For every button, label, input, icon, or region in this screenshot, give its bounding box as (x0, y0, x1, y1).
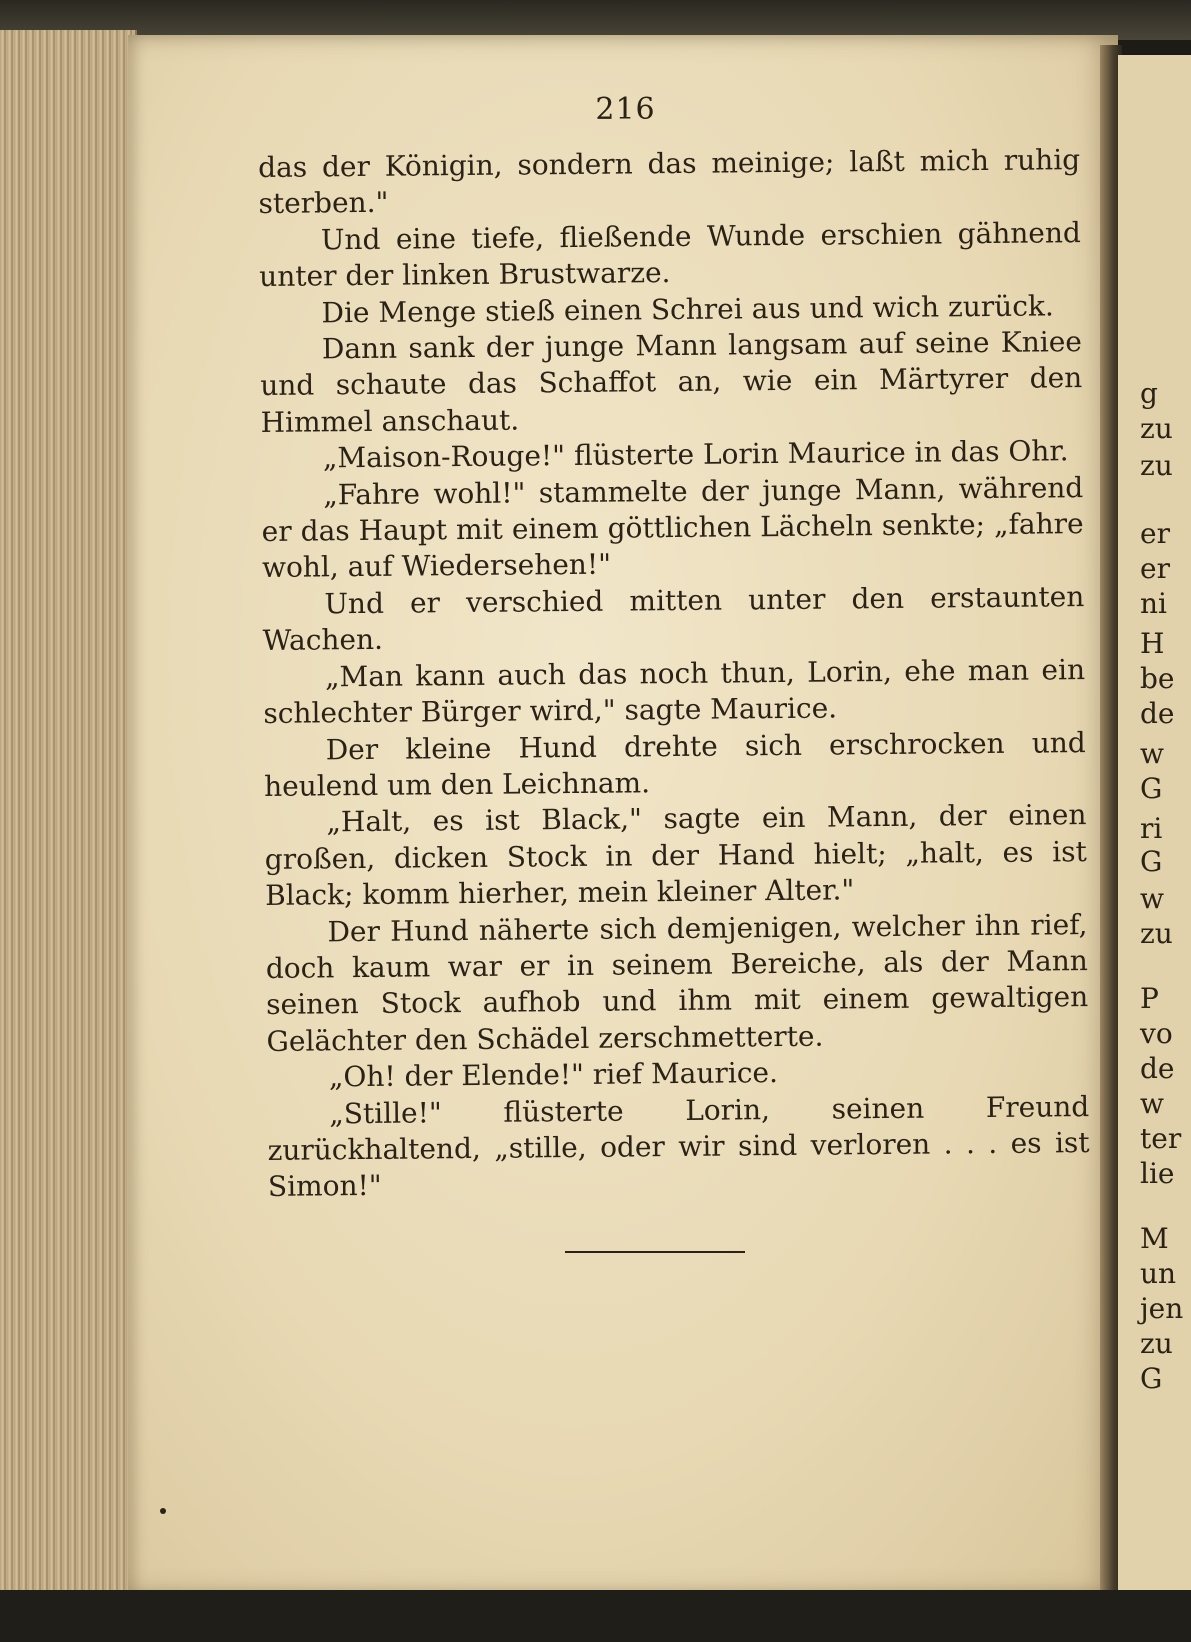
next-page-text-fragment: be (1140, 662, 1175, 695)
paragraph: „Man kann auch das noch thun, Lorin, ehe man ein schlechter Bürger wird," sagte Maurice. (263, 652, 1086, 731)
next-page-text-fragment: P (1140, 982, 1159, 1015)
next-page-text-fragment: G (1140, 845, 1163, 878)
next-page-text-fragment: vo (1140, 1017, 1173, 1050)
next-page-text-fragment: g (1140, 377, 1158, 410)
next-page-text-fragment: M (1140, 1222, 1169, 1255)
paragraph: „Halt, es ist Black," sagte ein Mann, der einen großen, dicken Stock in der Hand hielt; „halt, es ist Black; komm hierher, mein kleiner Alter." (264, 798, 1087, 913)
paragraph: „Oh! der Elende!" rief Maurice. (328, 1056, 779, 1094)
next-page-text-fragment: zu (1140, 412, 1173, 445)
next-page-text-fragment: G (1140, 1362, 1163, 1395)
page-mark (160, 1508, 166, 1514)
next-page-text-fragment: jen (1140, 1292, 1184, 1325)
next-page-text-fragment: H (1140, 627, 1165, 660)
paragraph: „Fahre wohl!" stammelte der junge Mann, während er das Haupt mit einem göttlichen Lächeln senkte; „fahre wohl, auf Wiedersehen!" (261, 470, 1084, 585)
next-page-edge (1118, 55, 1191, 1590)
book-top-edge (0, 0, 1191, 40)
next-page-text-fragment: un (1140, 1257, 1177, 1290)
book-fore-edge (0, 30, 137, 1595)
next-page-text-fragment: lie (1140, 1157, 1175, 1190)
next-page-text-fragment: w (1140, 882, 1164, 915)
paragraph: „Maison-Rouge!" flüsterte Lorin Maurice in das Ohr. (322, 434, 1069, 475)
paragraph: Und eine tiefe, fließende Wunde erschien gähnend unter der linken Brustwarze. (259, 215, 1081, 294)
next-page-text-fragment: de (1140, 697, 1175, 730)
next-page-text-fragment: w (1140, 1087, 1164, 1120)
next-page-text-fragment: ni (1140, 587, 1167, 620)
next-page-text-fragment: er (1140, 552, 1170, 585)
next-page-text-fragment: zu (1140, 917, 1173, 950)
next-page-text-fragment: er (1140, 517, 1170, 550)
next-page-text-fragment: zu (1140, 449, 1173, 482)
paragraph: Und er verschied mitten unter den erstaunten Wachen. (262, 579, 1085, 658)
paragraph: Dann sank der junge Mann langsam auf seine Kniee und schaute das Schaffot an, wie ein Märtyrer den Himmel anschaut. (260, 325, 1083, 439)
next-page-text-fragment: de (1140, 1052, 1175, 1085)
next-page-text-fragment: w (1140, 737, 1164, 770)
page-text (258, 142, 1090, 1206)
next-page-text-fragment: G (1140, 772, 1163, 805)
next-page-text-fragment: ri (1140, 812, 1163, 845)
next-page-text-fragment: zu (1140, 1327, 1173, 1360)
section-end-rule (565, 1251, 745, 1253)
page-number: 216 (595, 92, 656, 127)
paragraph: Der Hund näherte sich demjenigen, welcher ihn rief, doch kaum war er in seinem Bereiche, als der Mann seinen Stock aufhob und ihm mit einem gewaltigen Gelächter den Schädel zerschmetterte. (265, 907, 1089, 1058)
paragraph: Die Menge stieß einen Schrei aus und wich zurück. (321, 288, 1054, 330)
book-bottom-edge (0, 1590, 1191, 1642)
paragraph: Der kleine Hund drehte sich erschrocken und heulend um den Leichnam. (263, 725, 1086, 803)
next-page-text-fragment: ter (1140, 1122, 1182, 1155)
paragraph: „Stille!" flüsterte Lorin, seinen Freund zurückhaltend, „stille, oder wir sind verloren . . . es ist Simon!" (267, 1089, 1090, 1204)
paragraph: das der Königin, sondern das meinige; laßt mich ruhig sterben." (258, 143, 1081, 221)
